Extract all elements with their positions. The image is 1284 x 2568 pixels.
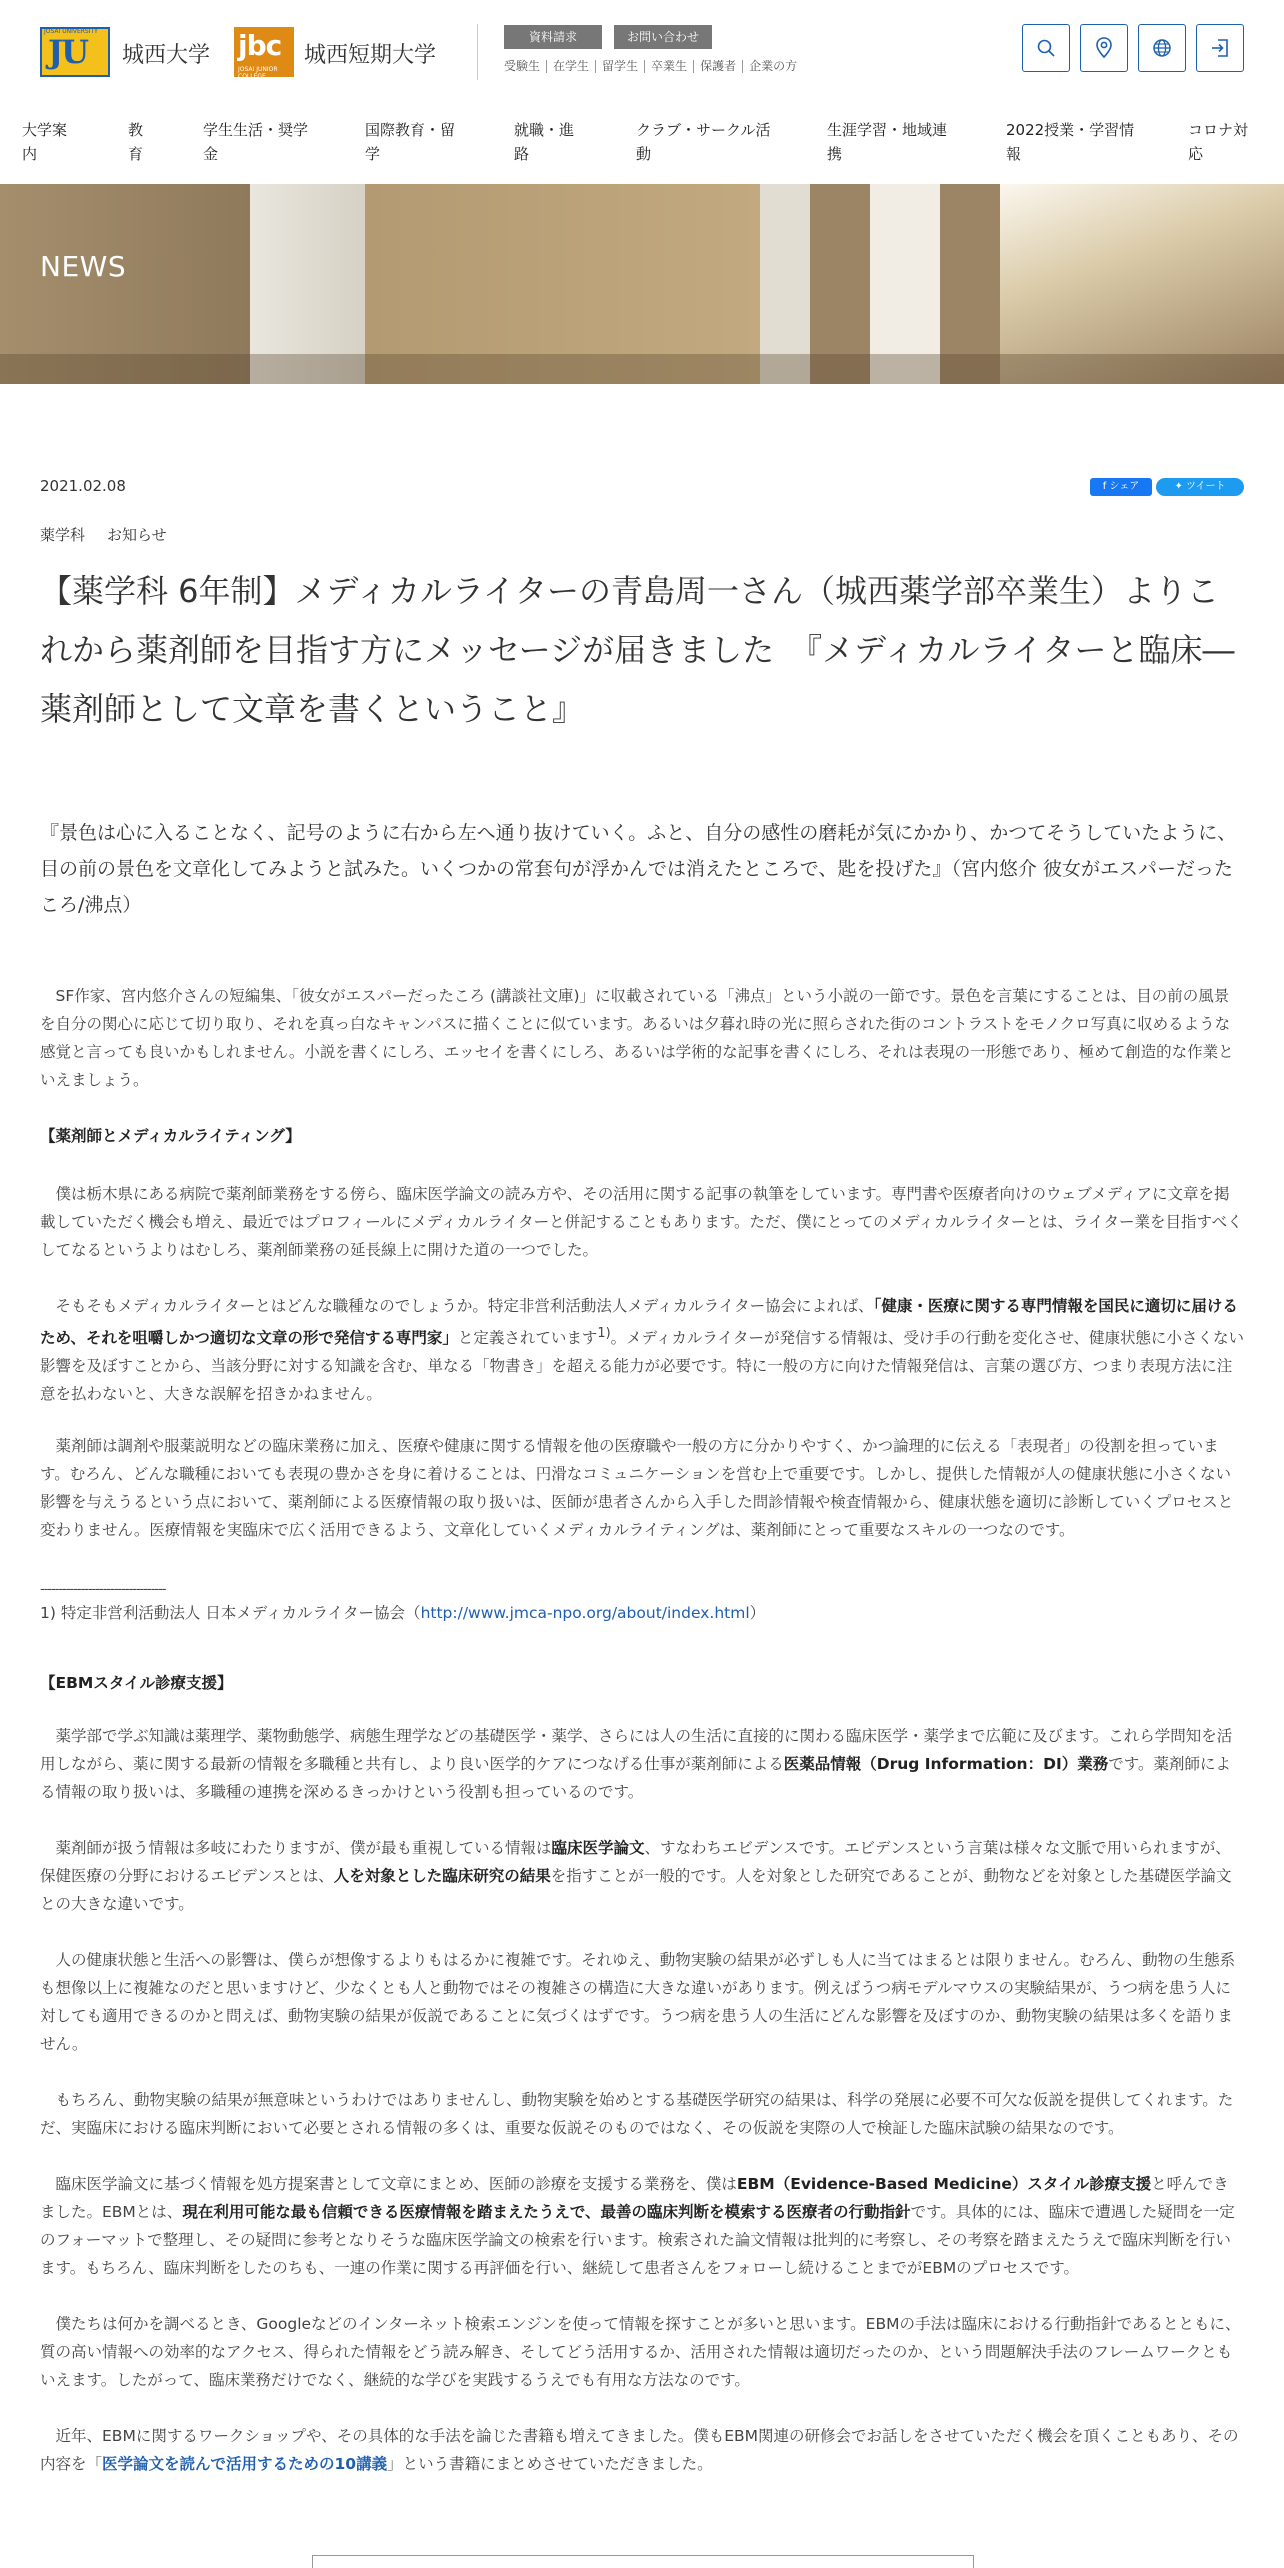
footnote-link[interactable]: http://www.jmca-npo.org/about/index.html — [420, 1604, 750, 1622]
paragraph-text: そもそもメディカルライターとはどんな職種なのでしょうか。特定非営利活動法人メディカルライター協会によれば、 — [55, 1297, 874, 1315]
category-tag[interactable]: 薬学科 — [40, 526, 86, 544]
paragraph-text: 薬剤師は調剤や服薬説明などの臨床業務に加え、医療や健康に関する情報を他の医療職や一般の方に分かりやすく、かつ論理的に伝える「表現者」の役割を担っています。むろん、どんな職種においても表現の豊かさを身に着けることは、円滑なコミュニケーションを営む上で重要です。しかし、提供した情報が人の健康状態に小さくない影響を与えうるという点において、薬剤師による医療情報の取り扱いは、医師が患者さんから入手した問診情報や検査情報から、健康状態を適切に診断していくプロセスと変わりません。医療情報を実臨床で広く活用できるよう、文章化していくメディカルライティングは、薬剤師にとって重要なスキルの一つなのです。 — [40, 1437, 1234, 1539]
footnote-close: ） — [749, 1604, 766, 1622]
login-icon — [1210, 38, 1230, 58]
paragraph-text: もちろん、動物実験の結果が無意味というわけではありませんし、動物実験を始めとする基礎医学研究の結果は、科学の発展に必要不可欠な仮説を提供してくれます。ただ、実臨床における臨床判断において必要とされる情報の多くは、重要な仮説そのものではなく、その仮説を実際の人で検証した臨床試験の結果なのです。 — [40, 2091, 1234, 2137]
nav-item-label: 2022授業・学習情 — [1006, 121, 1135, 139]
paragraph-text: 近年、EBMに関するワークショップや、その具体的な手法を論じた書籍も増えてきました。僕もEBM関連の研修会でお話しをさせていただく機会を頂くこともあり、その内容を「 — [40, 2427, 1239, 2473]
paragraph-text: 臨床医学論文に基づく情報を処方提案書として文章にまとめ、医師の診療を支援する業務を、僕は — [55, 2175, 737, 2193]
paragraph — [40, 2310, 1244, 2394]
article-categories — [40, 524, 189, 545]
search-button[interactable] — [1022, 24, 1070, 72]
audience-link-alumni[interactable]: 卒業生 — [645, 60, 694, 73]
twitter-share-button[interactable] — [1156, 478, 1244, 496]
footnote — [40, 1601, 765, 1623]
paragraph-text: です。具体的には、臨床で遭遇した疑問を一定のフォーマットで整理し、その疑問に参考となりそうな臨床医学論文の検索を行います。検索された論文情報は批判的に考察し、その考察を踏まえたうえで臨床判断を行います。もちろん、臨床判断をしたのちも、一連の作業に関する再評価を行い、継続して患者さんをフォローし続けることまでがEBMのプロセスです。 — [40, 2203, 1235, 2277]
emphasis: 人を対象とした臨床研究の結果 — [333, 1867, 551, 1885]
section-heading-writing: 【薬剤師とメディカルライティング】 — [40, 1127, 301, 1145]
paragraph-text: と呼んできました。EBMとは、 — [40, 2175, 1229, 2221]
logo-ju-mini-text: JOSAI UNIVERSITY — [44, 28, 98, 35]
nav-item-label: 育 — [128, 145, 144, 163]
book-title-link[interactable]: 医学論文を読んで活用するための10講義 — [102, 2455, 388, 2473]
paragraph-text: 僕たちは何かを調べるとき、Googleなどのインターネット検索エンジンを使って情報を探すことが多いと思います。EBMの手法は臨床における行動指針であるとともに、質の高い情報への効率的なアクセス、得られた情報をどう読み解き、そしてどう活用するか、活用された情報は適切だったのか、という問題解決手法のフレームワークともいえます。したがって、臨床業務だけでなく、継続的な学びを実践するうえでも有用な方法なのです。 — [40, 2315, 1241, 2389]
article-date: 2021.02.08 — [40, 477, 126, 495]
map-pin-icon — [1094, 37, 1114, 59]
site-header — [0, 0, 1284, 104]
footnote-separator: ---------------------------------- — [40, 1582, 166, 1597]
nav-item-label: 生涯学習・地域連 — [827, 121, 948, 139]
nav-item-label: 路 — [514, 145, 530, 163]
footnote-label: 1) 特定非営利活動法人 日本メディカルライター協会（ — [40, 1604, 421, 1622]
global-nav — [0, 104, 1284, 184]
nav-item-international[interactable] — [365, 118, 455, 166]
josai-university-logo[interactable] — [40, 27, 110, 77]
hero-title: NEWS — [40, 250, 127, 283]
emphasis: 現在利用可能な最も信頼できる医療情報を踏まえたうえで、最善の臨床判断を模索する医療者の行動指針 — [182, 2203, 911, 2221]
paragraph-text: SF作家、宮内悠介さんの短編集、「彼女がエスパーだったころ (講談社文庫)」に収載されている「沸点」という小説の一節です。景色を言葉にすることは、目の前の風景を自分の関心に応じて切り取り、それを真っ白なキャンパスに描くことに似ています。あるいは夕暮れ時の光に照らされた街のコントラストをモノクロ写真に収めるような感覚と言っても良いかもしれません。小説を書くにしろ、エッセイを書くにしろ、あるいは学術的な記事を書くにしろ、それは表現の一形態であり、極めて創造的な作業といえましょう。 — [40, 987, 1234, 1089]
audience-link-applicants[interactable]: 受験生 — [504, 60, 547, 73]
logo-jbc-text: jbc — [238, 29, 282, 62]
paragraph-text: 、すなわちエビデンスです。エビデンスという言葉は様々な文脈で用いられますが、保健医療の分野におけるエビデンスとは、 — [40, 1839, 1231, 1885]
paragraph-text: を指すことが一般的です。人を対象とした研究であることが、動物などを対象とした基礎医学論文との大きな違いです。 — [40, 1867, 1232, 1913]
hero-bg-floor — [0, 354, 1284, 384]
audience-links — [504, 60, 803, 73]
paragraph-text: 。メディカルライターが発信する情報は、受け手の行動を変化させ、健康状態に小さくない影響を及ぼすことから、当該分野に対する知識を含む、単なる「物書き」を超える能力が必要です。特に一般の方に向けた情報発信は、言葉の選び方、つまり表現方法に注意を払わないと、大きな誤解を招きかねません。 — [40, 1329, 1244, 1404]
nav-item-lifelong-learning[interactable] — [827, 118, 947, 166]
footnote-ref[interactable]: 1) — [597, 1326, 611, 1341]
paragraph-text: 」という書籍にまとめさせていただきました。 — [387, 2455, 713, 2473]
header-divider — [477, 24, 478, 80]
nav-item-label: 国際教育・留 — [365, 121, 456, 139]
facebook-icon: f — [1102, 481, 1110, 492]
twitter-share-label: ツイート — [1186, 481, 1226, 492]
section-heading-ebm: 【EBMスタイル診療支援】 — [40, 1674, 233, 1692]
emphasis: 医薬品情報（Drug Information：DI）業務 — [783, 1755, 1109, 1773]
nav-item-classes-2022[interactable] — [1006, 118, 1134, 166]
paragraph — [40, 982, 1244, 1094]
article-title: 【薬学科 6年制】メディカルライターの青島周一さん（城西薬学部卒業生）よりこれから薬剤師を目指す方にメッセージが届きました 『メディカルライターと臨床―薬剤師として文章を書くということ』 — [40, 572, 1235, 728]
nav-item-education[interactable] — [128, 118, 143, 166]
facebook-share-button[interactable] — [1090, 478, 1152, 496]
paragraph — [40, 2086, 1244, 2142]
nav-item-label: 携 — [827, 145, 843, 163]
audience-link-students[interactable]: 在学生 — [547, 60, 596, 73]
book-card[interactable] — [312, 2555, 974, 2568]
paragraph-text: と定義されています — [457, 1329, 598, 1348]
twitter-bird-icon: ✦ — [1174, 481, 1187, 492]
nav-item-student-life[interactable] — [203, 118, 308, 166]
nav-item-label: 金 — [203, 145, 219, 163]
paragraph-text: 人の健康状態と生活への影響は、僕らが想像するよりもはるかに複雑です。それゆえ、動物実験の結果が必ずしも人に当てはまるとは限りません。むろん、動物の生態系も想像以上に複雑なのだと思いますけど、少なくとも人と動物ではその複雑さの構造に大きな違いがあります。例えばうつ病モデルマウスの実験結果が、うつ病を患う人に対しても適用できるのかと問えば、動物実験の結果が仮説であることに気づくはずです。うつ病を患う人の生活にどんな影響を及ぼすのか、動物実験の結果は多くを語りません。 — [40, 1951, 1236, 2053]
paragraph — [40, 1292, 1244, 1408]
nav-item-label: 大学案 — [22, 121, 68, 139]
nav-item-covid[interactable] — [1188, 118, 1248, 166]
nav-item-about[interactable] — [22, 118, 67, 166]
nav-item-label: 応 — [1188, 145, 1204, 163]
nav-item-label: 学 — [365, 145, 381, 163]
paragraph — [40, 1432, 1244, 1544]
nav-item-label: 就職・進 — [514, 121, 575, 139]
college-name[interactable]: 城西短期大学 — [304, 43, 437, 68]
paragraph-text: 薬学部で学ぶ知識は薬理学、薬物動態学、病態生理学などの基礎医学・薬学、さらには人の生活に直接的に関わる臨床医学・薬学まで広範に及びます。これら学問知を活用しながら、薬に関する最新の情報を多職種と共有し、より良い医学的ケアにつなげる仕事が薬剤師による — [40, 1727, 1233, 1773]
nav-item-label: 内 — [22, 145, 38, 163]
audience-link-parents[interactable]: 保護者 — [694, 60, 743, 73]
nav-item-label: 教 — [128, 121, 144, 139]
definition-emphasis: 「健康・医療に関する専門情報を国民に適切に届けるため、それを咀嚼しかつ適切な文章の形で発信する専門家」 — [40, 1297, 1238, 1348]
paragraph — [40, 1180, 1244, 1264]
hero-banner — [0, 184, 1284, 384]
language-button[interactable] — [1138, 24, 1186, 72]
facebook-share-label: シェア — [1109, 481, 1140, 492]
nav-item-career[interactable] — [514, 118, 574, 166]
paragraph — [40, 2422, 1244, 2478]
paragraph — [40, 2170, 1244, 2282]
nav-item-clubs[interactable] — [636, 118, 771, 166]
contact-button[interactable]: お問い合わせ — [614, 25, 712, 49]
paragraph — [40, 1722, 1244, 1806]
nav-item-label: クラブ・サークル活 — [636, 121, 771, 139]
nav-item-label: コロナ対 — [1188, 121, 1249, 139]
paragraph — [40, 1946, 1244, 2058]
paragraph-text: です。薬剤師による情報の取り扱いは、多職種の連携を深めるきっかけという役割も担っているのです。 — [40, 1755, 1231, 1801]
category-tag[interactable]: お知らせ — [107, 526, 167, 544]
logo-jbc-sub-text: JOSAI JUNIOR COLLEGE — [238, 66, 278, 80]
nav-item-label: 報 — [1006, 145, 1022, 163]
audience-link-companies[interactable]: 企業の方 — [749, 59, 798, 73]
nav-item-label: 動 — [636, 145, 652, 163]
login-button[interactable] — [1196, 24, 1244, 72]
article-quote: 『景色は心に入ることなく、記号のように右から左へ通り抜けていく。ふと、自分の感性の磨耗が気にかかり、かつてそうしていたように、目の前の景色を文章化してみようと試みた。いくつかの常套句が浮かんでは消えたところで、匙を投げた』（宮内悠介 彼女がエスパーだったころ/沸点） — [40, 822, 1237, 916]
paragraph — [40, 1834, 1244, 1918]
logo-ju-text: JU — [48, 33, 88, 71]
access-map-button[interactable] — [1080, 24, 1128, 72]
audience-link-international[interactable]: 留学生 — [596, 60, 645, 73]
josai-junior-college-logo[interactable] — [234, 27, 294, 80]
request-materials-button[interactable]: 資料請求 — [504, 25, 602, 49]
emphasis: 臨床医学論文 — [551, 1839, 645, 1857]
globe-icon — [1152, 38, 1172, 58]
university-name[interactable]: 城西大学 — [122, 43, 211, 68]
search-icon — [1036, 38, 1056, 58]
nav-item-label: 学生生活・奨学 — [203, 121, 309, 139]
emphasis: EBM（Evidence-Based Medicine）スタイル診療支援 — [736, 2175, 1152, 2193]
paragraph-text: 薬剤師が扱う情報は多岐にわたりますが、僕が最も重視している情報は — [55, 1839, 552, 1857]
paragraph-text: 僕は栃木県にある病院で薬剤師業務をする傍ら、臨床医学論文の読み方や、その活用に関する記事の執筆をしています。専門書や医療者向けのウェブメディアに文章を掲載していただく機会も増え、最近ではプロフィールにメディカルライターと併記することもあります。ただ、僕にとってのメディカルライターとは、ライター業を目指すべくしてなるというよりはむしろ、薬剤師業務の延長線上に開けた道の一つでした。 — [40, 1185, 1243, 1259]
